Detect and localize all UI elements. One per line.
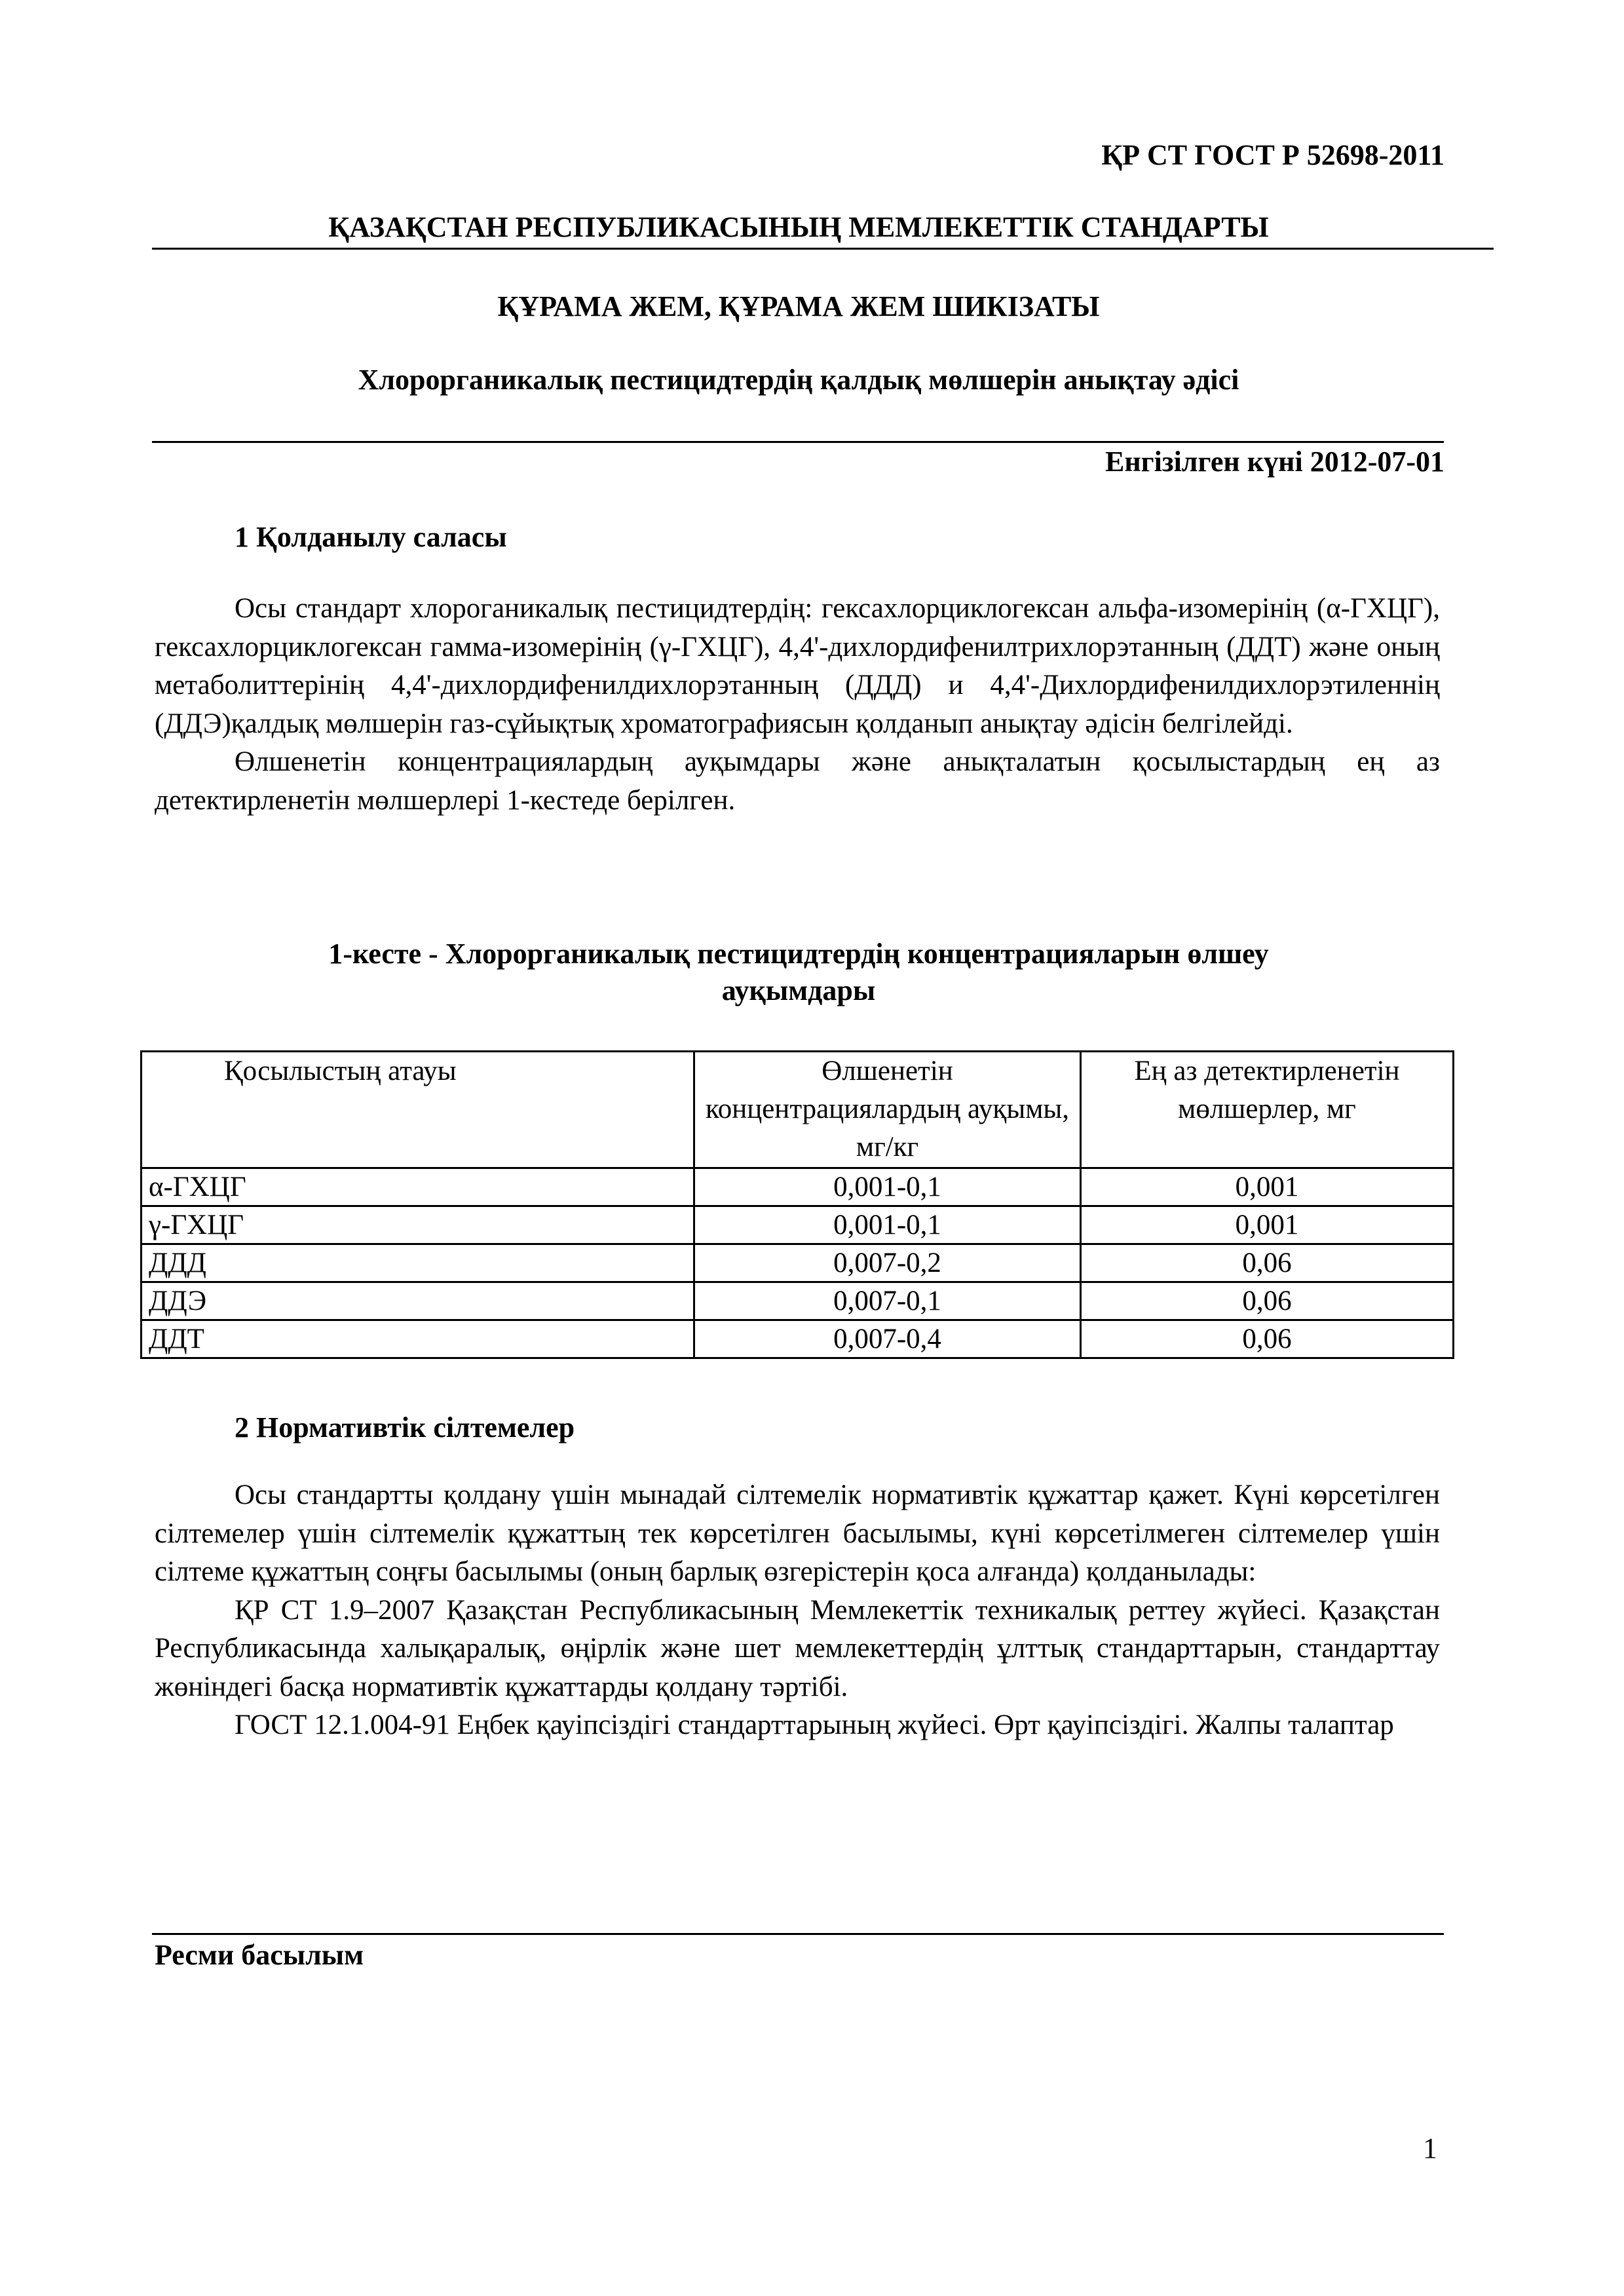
table-1-caption-line-2: ауқымдары [721, 974, 876, 1006]
table-header-range: Өлшенетін концентрациялардың ауқымы, мг/кг [694, 1052, 1081, 1168]
document-title: ҚҰРАМА ЖЕМ, ҚҰРАМА ЖЕМ ШИКІЗАТЫ [497, 290, 1100, 322]
cell-compound: γ-ГХЦГ [142, 1206, 694, 1244]
table-1-caption [155, 936, 1443, 1009]
section-2-paragraph-1: Осы стандартты қолдану үшін мынадай сілтемелік нормативтік құжаттар қажет. Күні көрсетілген сілтемелер үшін сілтемелік құжаттың тек көрсетілген басылымы, күні көрсетілмеген сілтемелер үшін сілтеме құжаттың соңғы басылымы (оның барлық өзгерістерін қоса алғанда) қолданылады: [155, 1480, 1440, 1587]
table-row [142, 1282, 1454, 1320]
page-number: 1 [1423, 2132, 1437, 2164]
cell-detection-limit: 0,06 [1080, 1320, 1453, 1358]
cell-range: 0,007-0,1 [694, 1282, 1081, 1320]
section-1-heading: 1 Қолданылу саласы [235, 521, 507, 553]
table-row [142, 1244, 1454, 1282]
cell-range: 0,007-0,4 [694, 1320, 1081, 1358]
document-subtitle: Хлорорганикалық пестицидтердің қалдық мөлшерін анықтау әдісі [358, 364, 1239, 396]
cell-range: 0,001-0,1 [694, 1206, 1081, 1244]
table-header-row [142, 1052, 1454, 1168]
table-row [142, 1168, 1454, 1206]
cell-compound: ДДЭ [142, 1282, 694, 1320]
table-header-detection-limit: Ең аз детектирленетін мөлшерлер, мг [1080, 1052, 1453, 1168]
cell-detection-limit: 0,001 [1080, 1168, 1453, 1206]
table-row [142, 1206, 1454, 1244]
section-1-paragraph-1: Осы стандарт хлороганикалық пестицидтердің: гексахлорциклогексан альфа-изомерінің (α-ГХЦГ), гексахлорциклогексан гамма-изомерінің (γ-ГХЦГ), 4,4'-дихлордифенилтрихлорэтанның (ДДТ) және оның метаболиттерінің 4,4'-дихлордифенилдихлорэтанның (ДДД) и 4,4'-Дихлордифенилдихлорэтиленнің (ДДЭ)қалдық мөлшерін газ-сұйықтық хроматографиясын қолданып анықтау әдісін белгілейді. [155, 593, 1440, 739]
section-2-body [155, 1476, 1440, 1745]
table-1-caption-line-1: 1-кесте - Хлорорганикалық пестицидтердің концентрацияларын өлшеу [328, 938, 1269, 970]
cell-range: 0,007-0,2 [694, 1244, 1081, 1282]
cell-compound: ДДТ [142, 1320, 694, 1358]
section-2-heading: 2 Нормативтік сілтемелер [235, 1411, 575, 1444]
table-row [142, 1320, 1454, 1358]
table-header-compound: Қосылыстың атауы [142, 1052, 694, 1168]
cell-detection-limit: 0,06 [1080, 1282, 1453, 1320]
section-1-paragraph-2: Өлшенетін концентрациялардың ауқымдары және анықталатын қосылыстардың ең аз детектирленетін мөлшерлері 1-кестеде берілген. [155, 746, 1440, 816]
section-2-paragraph-3: ГОСТ 12.1.004-91 Еңбек қауіпсіздігі стандарттарының жүйесі. Өрт қауіпсіздігі. Жалпы талаптар [235, 1710, 1394, 1740]
concentration-ranges-table [140, 1050, 1454, 1359]
cell-compound: ДДД [142, 1244, 694, 1282]
introduction-date: Енгізілген күні 2012-07-01 [1105, 446, 1445, 478]
section-1-body [155, 590, 1440, 820]
header-rule-top [152, 248, 1494, 250]
cell-detection-limit: 0,06 [1080, 1244, 1453, 1282]
cell-detection-limit: 0,001 [1080, 1206, 1453, 1244]
document-code: ҚР СТ ГОСТ Р 52698-2011 [1101, 139, 1445, 171]
cell-compound: α-ГХЦГ [142, 1168, 694, 1206]
official-edition-label: Ресми басылым [155, 1939, 364, 1971]
footer-rule [152, 1933, 1444, 1935]
section-2-paragraph-2: ҚР СТ 1.9–2007 Қазақстан Республикасының Мемлекеттік техникалық реттеу жүйесі. Қазақстан Республикасында халықаралық, өңірлік және шет мемлекеттердің ұлттық стандарттарын, стандарттау жөніндегі басқа нормативтік құжаттарды қолдану тәртібі. [155, 1594, 1440, 1702]
cell-range: 0,001-0,1 [694, 1168, 1081, 1206]
state-standard-heading: ҚАЗАҚСТАН РЕСПУБЛИКАСЫНЫҢ МЕМЛЕКЕТТІК СТАНДАРТЫ [328, 211, 1269, 243]
